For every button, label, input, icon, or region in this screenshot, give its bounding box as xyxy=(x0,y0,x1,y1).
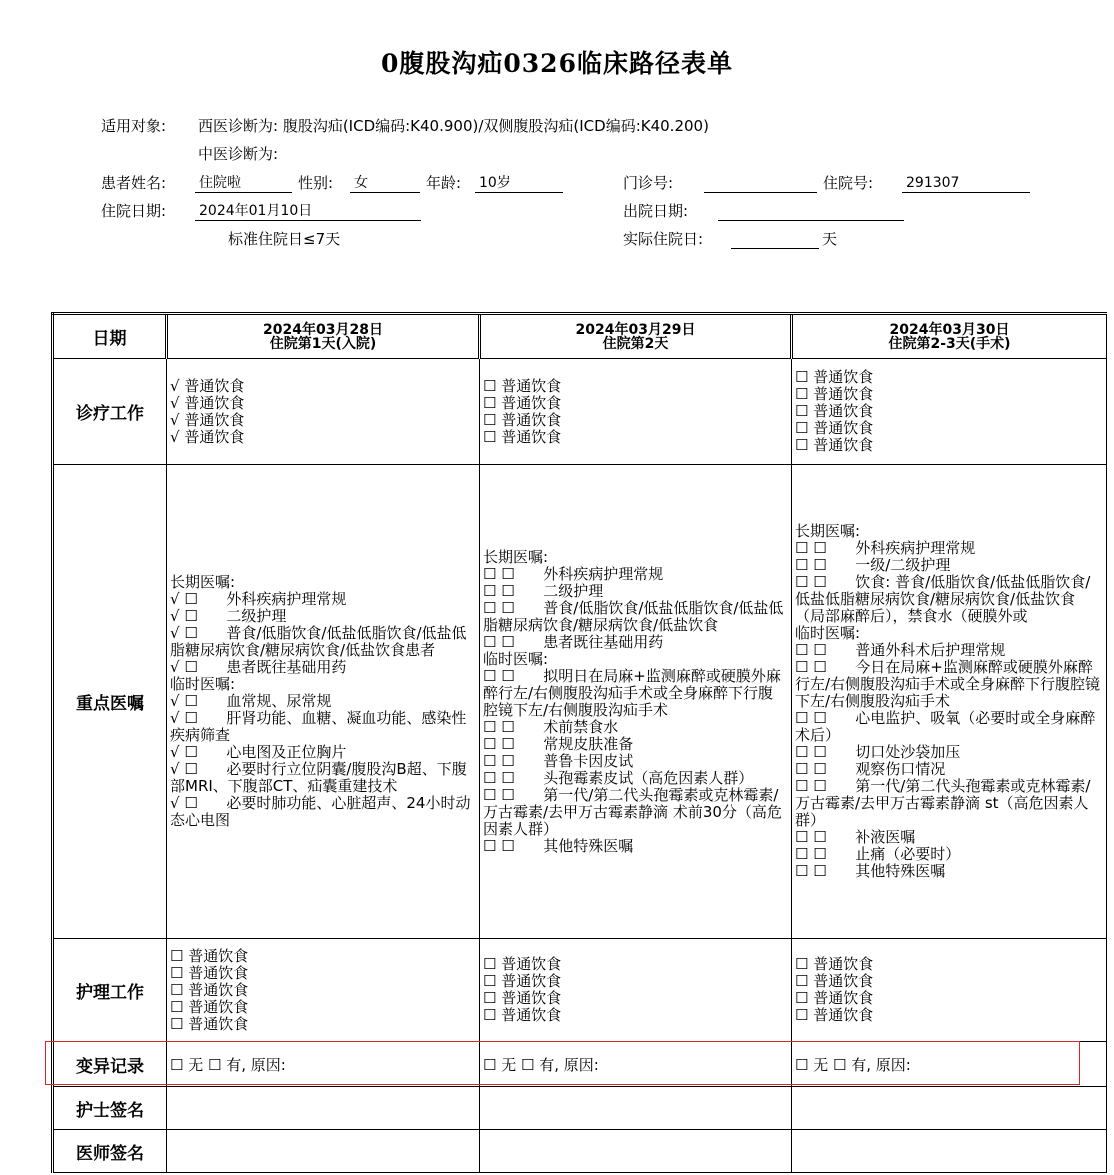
tcm-diagnosis: 中医诊断为: xyxy=(198,145,279,163)
list-item: ☐ ☐ 患者既往基础用药 xyxy=(483,632,664,651)
list-item: ☐ 普通饮食 xyxy=(170,946,249,965)
list-item: √ ☐ 血常规、尿常规 xyxy=(170,692,332,710)
column-day: 住院第2-3天(手术) xyxy=(888,335,1011,352)
age-label: 年龄: xyxy=(426,174,462,192)
list-item: √ 普通饮食 xyxy=(170,393,245,412)
variation-cell[interactable]: ☐ 无 ☐ 有, 原因: xyxy=(480,1042,792,1087)
list-item: ☐ ☐ 二级护理 xyxy=(483,581,604,600)
nurse-sign-field[interactable] xyxy=(792,1087,1107,1130)
list-item: ☐ ☐ 心电监护、吸氧（必要时或全身麻醉术后） xyxy=(795,709,1096,744)
list-item: ☐ ☐ 外科疾病护理常规 xyxy=(795,539,976,557)
list-item: ☐ ☐ 第一代/第二代头孢霉素或克林霉素/万古霉素/去甲万古霉素静滴 st（高危因素人群） xyxy=(795,777,1091,829)
list-item: √ 普通饮食 xyxy=(170,410,245,429)
list-item: 长期医嘱: xyxy=(795,522,861,540)
list-item: ☐ ☐ 头孢霉素皮试（高危因素人群） xyxy=(483,768,754,787)
list-item: √ ☐ 肝肾功能、血糖、凝血功能、感染性疾病筛查 xyxy=(170,709,467,744)
list-item: ☐ 普通饮食 xyxy=(483,955,562,973)
date-label: 日期 xyxy=(53,314,167,359)
orders-cell[interactable] xyxy=(792,465,1107,939)
list-item: ☐ 普通饮食 xyxy=(170,980,249,999)
list-item: √ ☐ 心电图及正位胸片 xyxy=(170,743,347,761)
column-date: 2024年03月28日 xyxy=(263,321,383,338)
diagnosis-cell[interactable] xyxy=(167,359,480,465)
list-item: √ ☐ 二级护理 xyxy=(170,607,287,625)
list-item: ☐ ☐ 外科疾病护理常规 xyxy=(483,564,664,583)
list-item: ☐ 普通饮食 xyxy=(795,419,874,437)
list-item: ☐ ☐ 普通外科术后护理常规 xyxy=(795,641,1006,659)
list-item: ☐ 普通饮食 xyxy=(483,972,562,990)
column-date: 2024年03月30日 xyxy=(889,321,1010,338)
inpatient-label: 住院号: xyxy=(823,174,874,192)
list-item: √ ☐ 必要时肺功能、心脏超声、24小时动态心电图 xyxy=(170,794,471,829)
column-day: 住院第1天(入院) xyxy=(269,335,377,352)
inpatient-no-field[interactable]: 291307 xyxy=(902,174,1030,193)
column-day-2 xyxy=(480,314,792,359)
list-item: ☐ ☐ 常规皮肤准备 xyxy=(483,734,634,753)
page-title: 0腹股沟疝0326临床路径表单 xyxy=(381,49,733,78)
list-item: ☐ 普通饮食 xyxy=(483,989,562,1007)
list-item: ☐ 普通饮食 xyxy=(795,402,874,420)
actual-stay-label: 实际住院日: xyxy=(623,230,704,248)
variation-label: 变异记录 xyxy=(53,1042,167,1087)
doctor-sign-field[interactable] xyxy=(792,1130,1107,1173)
variation-cell[interactable]: ☐ 无 ☐ 有, 原因: xyxy=(792,1042,1107,1087)
list-item: ☐ ☐ 普鲁卡因皮试 xyxy=(483,751,634,770)
list-item: 临时医嘱: xyxy=(483,649,549,668)
applicable-label: 适用对象: xyxy=(101,117,167,135)
list-item: ☐ 普通饮食 xyxy=(483,1006,562,1024)
variation-highlight-box xyxy=(45,1041,1080,1085)
list-item: ☐ 普通饮食 xyxy=(795,368,874,386)
list-item: ☐ ☐ 补液医嘱 xyxy=(795,828,916,846)
nurse-sign-field[interactable] xyxy=(167,1087,480,1130)
list-item: ☐ 普通饮食 xyxy=(795,436,874,454)
list-item: √ ☐ 患者既往基础用药 xyxy=(170,658,347,676)
list-item: ☐ ☐ 止痛（必要时） xyxy=(795,845,961,863)
column-day-1 xyxy=(167,314,480,359)
column-date: 2024年03月29日 xyxy=(575,321,696,338)
western-diagnosis: 西医诊断为: 腹股沟疝(ICD编码:K40.900)/双侧腹股沟疝(ICD编码:K40.200) xyxy=(198,117,709,135)
list-item: 临时医嘱: xyxy=(170,675,236,693)
list-item: √ 普通饮食 xyxy=(170,376,245,395)
list-item: ☐ ☐ 其他特殊医嘱 xyxy=(483,836,634,855)
list-item: ☐ 普通饮食 xyxy=(795,385,874,403)
admit-date-label: 住院日期: xyxy=(101,202,167,220)
list-item: ☐ 普通饮食 xyxy=(170,1014,249,1033)
list-item: √ 普通饮食 xyxy=(170,427,245,446)
list-item: ☐ ☐ 其他特殊医嘱 xyxy=(795,862,946,880)
outpatient-no-field[interactable] xyxy=(704,174,817,193)
day-unit: 天 xyxy=(822,230,838,248)
list-item: ☐ 普通饮食 xyxy=(795,1006,874,1024)
list-item: ☐ ☐ 观察伤口情况 xyxy=(795,760,946,778)
nursing-cell[interactable] xyxy=(167,939,480,1042)
list-item: 长期医嘱: xyxy=(483,547,549,566)
nursing-label: 护理工作 xyxy=(53,939,167,1042)
patient-name-field[interactable]: 住院啦 xyxy=(195,174,292,193)
doctor-sign-field[interactable] xyxy=(167,1130,480,1173)
list-item: ☐ ☐ 术前禁食水 xyxy=(483,717,619,736)
admit-date-field[interactable]: 2024年01月10日 xyxy=(195,202,421,221)
diagnosis-cell[interactable] xyxy=(480,359,792,465)
list-item: ☐ 普通饮食 xyxy=(483,393,562,412)
list-item: ☐ ☐ 切口处沙袋加压 xyxy=(795,743,961,761)
patient-name-label: 患者姓名: xyxy=(101,174,167,192)
list-item: √ ☐ 外科疾病护理常规 xyxy=(170,590,347,608)
list-item: ☐ 普通饮食 xyxy=(483,376,562,395)
nurse-sign-label: 护士签名 xyxy=(53,1087,167,1130)
column-day: 住院第2天 xyxy=(602,335,669,352)
list-item: ☐ 普通饮食 xyxy=(170,963,249,982)
list-item: √ ☐ 普食/低脂饮食/低盐低脂饮食/低盐低脂糖尿病饮食/糖尿病饮食/低盐饮食患者 xyxy=(170,624,467,659)
list-item: ☐ 普通饮食 xyxy=(170,997,249,1016)
column-day-3 xyxy=(792,314,1107,359)
list-item: 长期医嘱: xyxy=(170,573,236,591)
outpatient-label: 门诊号: xyxy=(623,174,674,192)
orders-label: 重点医嘱 xyxy=(53,465,167,939)
nursing-cell[interactable] xyxy=(480,939,792,1042)
standard-stay: 标准住院日≤7天 xyxy=(228,230,341,248)
discharge-date-label: 出院日期: xyxy=(623,202,689,220)
list-item: ☐ ☐ 第一代/第二代头孢霉素或克林霉素/万古霉素/去甲万古霉素静滴 术前30分（高危因素人群） xyxy=(483,785,782,838)
list-item: √ ☐ 必要时行立位阴囊/腹股沟B超、下腹部MRI、下腹部CT、疝囊重建技术 xyxy=(170,760,467,795)
age-field[interactable]: 10岁 xyxy=(475,174,563,193)
list-item: ☐ ☐ 拟明日在局麻+监测麻醉或硬膜外麻醉行左/右侧腹股沟疝手术或全身麻醉下行腹腔镜下左/右侧腹股沟疝手术 xyxy=(483,666,781,719)
list-item: ☐ ☐ 普食/低脂饮食/低盐低脂饮食/低盐低脂糖尿病饮食/糖尿病饮食/低盐饮食 xyxy=(483,598,784,634)
gender-label: 性别: xyxy=(298,174,334,192)
doctor-sign-field[interactable] xyxy=(480,1130,792,1173)
nurse-sign-field[interactable] xyxy=(480,1087,792,1130)
doctor-sign-label: 医师签名 xyxy=(53,1130,167,1173)
actual-stay-field[interactable] xyxy=(731,230,819,249)
diagnosis-cell[interactable] xyxy=(792,359,1107,465)
list-item: ☐ ☐ 一级/二级护理 xyxy=(795,556,951,574)
list-item: ☐ 普通饮食 xyxy=(795,955,874,973)
variation-cell[interactable]: ☐ 无 ☐ 有, 原因: xyxy=(167,1042,480,1087)
list-item: ☐ ☐ 今日在局麻+监测麻醉或硬膜外麻醉行左/右侧腹股沟疝手术或全身麻醉下行腹腔镜下左/右侧腹股沟疝手术 xyxy=(795,658,1101,710)
list-item: ☐ 普通饮食 xyxy=(795,989,874,1007)
gender-field[interactable]: 女 xyxy=(350,174,420,193)
list-item: ☐ ☐ 饮食: 普食/低脂饮食/低盐低脂饮食/低盐低脂糖尿病饮食/糖尿病饮食/低盐饮食（局部麻醉后），禁食水（硬膜外或 xyxy=(795,573,1091,625)
nursing-cell[interactable] xyxy=(792,939,1107,1042)
diagnosis-label: 诊疗工作 xyxy=(53,359,167,465)
list-item: 临时医嘱: xyxy=(795,624,861,642)
list-item: ☐ 普通饮食 xyxy=(483,427,562,446)
orders-cell[interactable] xyxy=(167,465,480,939)
list-item: ☐ 普通饮食 xyxy=(795,972,874,990)
list-item: ☐ 普通饮食 xyxy=(483,410,562,429)
discharge-date-field[interactable] xyxy=(718,202,904,221)
orders-cell[interactable] xyxy=(480,465,792,939)
